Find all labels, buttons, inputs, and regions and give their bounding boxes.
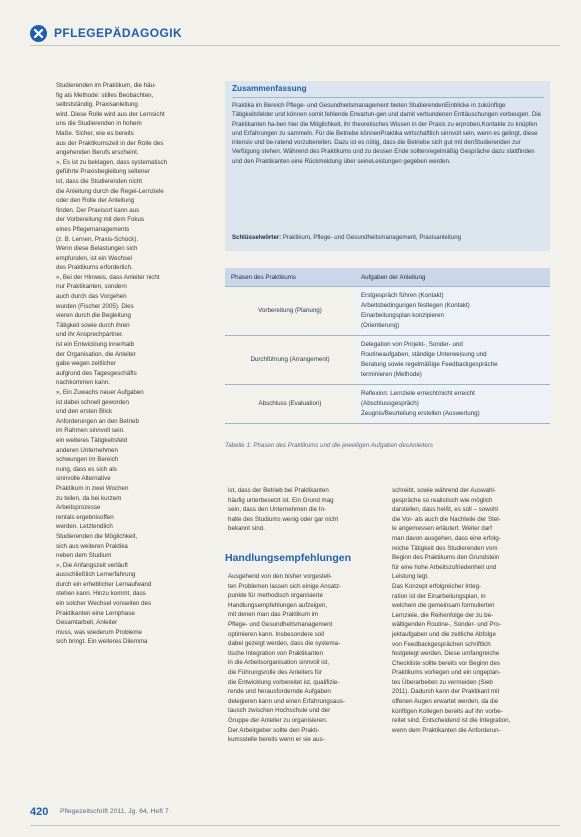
text-line: sein, dass den Unternehmen die In- (228, 506, 327, 514)
text-line: häufig unterbesetzt ist. Ein Grund mag (228, 496, 334, 504)
text-line: festgelegt werden. Diese umfangreiche (392, 650, 500, 658)
caption-line: Tabelle 1: Phasen des Praktikums und die jeweiligen Aufgaben des (225, 442, 409, 449)
text-line: Arbeitsprozesse (56, 504, 101, 512)
text-line: Praktikum in zwei Wochen (56, 484, 129, 492)
phase-cell: Durchführung (Arrangement) (225, 336, 355, 385)
text-line: ist, dass der Betrieb bei Praktikanten (228, 487, 329, 494)
text-line: Checkliste sollte bereits vor Beginn des (392, 659, 500, 667)
text-line: 2011). Dadurch kann der Praktikant mit (392, 688, 500, 696)
text-line: und ihr Ansprechpartner. (56, 331, 124, 339)
text-line: Lernziele, die Reihenfolge der zu be- (392, 611, 494, 619)
text-line: optimieren kann. Insbesondere soll (228, 630, 324, 638)
task-line: Zeugnis/Beurteilung erstellen (Auswertung) (361, 410, 480, 417)
summary-line: ratend vorzubereiten. Dazu ist es nötig, dass die Betriebe sich gut mit den (275, 139, 475, 147)
text-line: offenen Augen erwartet werden, da die (392, 698, 499, 706)
text-line: Wenn diese Belastungen sich (56, 245, 138, 253)
journal-citation: Pflegezeitschrift 2011, Jg. 64, Heft 7 (60, 808, 169, 815)
text-line: wältigenden Routine-, Sonder- und Pro- (392, 621, 502, 629)
text-line: empfunden, ist ein Wechsel (56, 254, 132, 262)
text-line: sinnvolle Alternative (56, 475, 111, 483)
table-header-phase: Phasen des Praktikums (225, 268, 355, 287)
text-line: der Organisation, die Anleiter (56, 350, 136, 358)
text-line: (z. B. Lernen, Praxis-Schock). (56, 235, 139, 243)
text-line: ist dabei schnell geworden (56, 398, 129, 406)
text-line: reiche Tätigkeit des Studierenden vom (392, 544, 498, 552)
section-heading: Handlungsempfehlungen (225, 552, 351, 564)
keywords: Praktikum, Pflege- und Gesundheitsmanagement, Praxisanleitung (282, 234, 461, 241)
text-line: ein solcher Wechsel vonseiten des (56, 600, 152, 608)
summary-title: Zusammenfassung (232, 84, 307, 93)
summary-line: Kontakte zu knüpfen und Erfahrungen zu sammeln. Für die Betriebe können (232, 120, 538, 137)
task-line: Beratung sowie regelmäßige Feedbackgespräche (361, 361, 498, 368)
tasks-cell (355, 385, 550, 424)
text-line: schreibt, sowie während der Auswahl- (392, 487, 496, 494)
text-line: in die Arbeitsorganisation sinnvoll ist, (228, 659, 330, 667)
task-line: Delegation von Projekt-, Sonder- und (361, 341, 463, 348)
text-line: le angemessen erläutert. Weiter darf (392, 525, 492, 533)
keywords-label: Schlüsselwörter: (232, 234, 282, 241)
text-line: die Vor- als auch die Nachteile der Stel- (392, 515, 501, 523)
tasks-cell (355, 287, 550, 336)
summary-text (232, 101, 544, 166)
text-line: man davon ausgehen, dass eine erfolg- (392, 534, 501, 542)
text-line: Handlungsempfehlungen aufzeigen, (228, 601, 328, 609)
task-line: Erstgespräch führen (Kontakt) (361, 292, 444, 299)
section-title: PFLEGEPÄDAGOGIK (54, 26, 183, 40)
text-line: selbstständig. Praxisanleitung (56, 101, 138, 109)
summary-rule (232, 97, 544, 98)
summary-line: Praktika wirtschaftlich sinnvoll sein, wenn es gelingt, diese intensiv und be- (232, 129, 538, 147)
task-line: Routineaufgaben, ständige Unterweisung und (361, 351, 487, 358)
table-row (225, 336, 550, 385)
table-row (225, 287, 550, 336)
text-line: rentals ergebnisoffen (56, 513, 114, 521)
text-line: », Bei der Hinweis, dass Anleiter nicht (56, 273, 160, 281)
text-line: durch ein erheblicher Lernaufwand (56, 580, 152, 588)
summary-line: Studierenden zur Verfügung stehen. Während des Praktikums und zu dessen Ende sollten (232, 139, 521, 156)
text-line: uns die Studierenden in hohem (56, 120, 142, 128)
summary-line: Einblicke in zukünftige Tätigkeitsfelder und können somit fehlende Erwartun- (232, 102, 506, 119)
text-line: wird. Diese Rolle wird aus der Lernsicht (56, 110, 165, 118)
text-line: dabei gezeigt werden, dass die systema- (228, 640, 341, 648)
text-line: Leistung legt. (392, 573, 429, 581)
text-line: wurden (Fischer 2005). Dies (56, 302, 134, 310)
summary-line: ben hier die Möglichkeit, ihr theoretisches Wissen in der Praxis zu erproben, (276, 120, 482, 128)
text-line: ten Problemen lassen sich einige Ansatz- (228, 582, 342, 590)
text-line: Der Arbeitgeber sollte den Prakti- (228, 726, 320, 734)
text-line: ein weiteres Tätigkeitsfeld (56, 436, 128, 444)
right-column-text (392, 486, 550, 735)
text-line: werden. Letztendlich (56, 523, 113, 531)
table-caption (225, 441, 550, 450)
text-line: Ausgehend von den bisher vorgestell- (228, 573, 332, 580)
text-line: », Ein Zuwachs neuer Aufgaben (56, 389, 144, 396)
task-line: (Abschlussgespräch) (361, 400, 419, 407)
text-line: Gruppe der Anleiter zu organisieren. (228, 716, 328, 724)
text-line: Tätigkeit sowie durch ihren (56, 321, 130, 329)
task-line: Arbeitsbedingungen festlegen (Kontakt) (361, 302, 470, 309)
text-line: Beginn des Praktikums den Grundstein (392, 554, 500, 562)
text-line: nachkommen kann. (56, 379, 110, 387)
text-line: geführte Praxisbegleitung seltener (56, 168, 150, 176)
summary-line: gen und damit verbundenen Enttäuschungen vorbeugen. Die Praktikanten ha- (232, 111, 541, 128)
text-line: finden. Der Praxisort kann aus (56, 206, 140, 214)
text-line: Maße. Sicher, wie es bereits (56, 129, 134, 137)
task-line: terminieren (Methode) (361, 371, 422, 378)
middle-column-text-2 (228, 572, 383, 745)
text-line: rende und herausfordernde Aufgaben (228, 688, 331, 696)
text-line: neben dem Studium (56, 552, 112, 560)
keywords-line (232, 234, 544, 241)
header-rule (30, 45, 560, 46)
text-line: ist ein Entwicklung innerhalb (56, 341, 135, 349)
text-line: stehen kann. Hinzu kommt, dass (56, 590, 146, 598)
text-line: Pflege- und Gesundheitsmanagement (228, 620, 333, 628)
text-line: und den ersten Blick (56, 408, 113, 416)
footer-rule (30, 825, 560, 826)
text-line: Studierenden die Möglichkeit, (56, 532, 138, 540)
text-line: ration ist der Einarbeitungsplan, in (392, 592, 486, 600)
text-line: anderen Unternehmen (56, 446, 118, 454)
text-line: aufgrund des Tagesgeschäfts (56, 369, 137, 377)
text-line: mit denen man das Praktikum im (228, 611, 319, 619)
text-line: eines Pflegemanagements (56, 225, 130, 233)
text-line: zu teilen, da bei kurzem (56, 494, 122, 502)
text-line: für eine hohe Arbeitszufriedenheit und (392, 563, 497, 571)
summary-line: Praktika im Bereich Pflege- und Gesundheitsmanagement bieten Studierenden (232, 102, 446, 109)
tasks-cell (355, 336, 550, 385)
text-line: wenn dem Praktikanten die Anforderun- (392, 726, 501, 734)
text-line: des Praktikums erforderlich. (56, 264, 133, 272)
section-logo-icon (30, 25, 47, 42)
text-line: welchem die gemeinsam formulierten (392, 602, 495, 610)
text-line: Praktikanten eine Lernphase (56, 609, 135, 617)
text-line: ausschließlich Lernerfahrung (56, 571, 136, 579)
middle-column-text (228, 486, 383, 534)
text-line: tes Überarbeiten zu vermeiden (Sieb (392, 678, 493, 686)
text-line: ist, dass die Studierenden nicht (56, 177, 142, 185)
text-line: tausch zwischen Hochschule und der (228, 707, 331, 715)
phase-cell: Abschluss (Evaluation) (225, 385, 355, 424)
text-line: halte des Studiums wenig oder gar nicht (228, 515, 339, 523)
text-line: gespräche so realistisch wie möglich (392, 496, 493, 504)
text-line: aus der Praktikumszeit in der Rolle des (56, 139, 164, 147)
text-line: die Führungsrolle des Anleiters für (228, 668, 322, 676)
text-line: », Es ist zu beklagen, dass systematisch (56, 158, 168, 166)
text-line: vieren durch die Begleitung (56, 312, 131, 320)
text-line: muss, was wiederum Probleme (56, 628, 142, 636)
text-line: sich bringt. Ein weiteres Dilemma (56, 638, 148, 646)
table-header-tasks: Aufgaben der Anleitung (355, 268, 550, 287)
task-line: Einarbeitungsplan konzipieren (361, 312, 444, 319)
text-line: kumsstelle bereits wenn er sie aus- (228, 736, 325, 744)
task-line: (Orientierung) (361, 322, 400, 329)
summary-line: Leistungen gegeben werden. (371, 157, 451, 165)
text-line: Gesamtarbeit, Anleiter (56, 619, 118, 627)
text-line: punkte für methodisch organisierte (228, 592, 323, 600)
text-line: Anforderungen an den Betrieb (56, 417, 139, 425)
text-line: nung, dass es sich als (56, 465, 117, 473)
text-line: bekannt sind. (228, 525, 265, 533)
summary-line: regelmäßig Gespräche dazu stattfinden und den Praktikanten eine Rückmeldung über seine (232, 148, 535, 165)
text-line: von Feedbackgesprächen schriftlich (392, 640, 491, 648)
text-line: die Entwicklung vorbereitet ist, qualifizie- (228, 678, 340, 686)
text-line: der Vorbereitung mit dem Fokus (56, 216, 145, 224)
phases-table (225, 268, 550, 424)
text-line: Praktikums vorliegen und ein ungeplan- (392, 669, 501, 677)
text-line: angehenden Berufs erscheint. (56, 149, 139, 157)
left-column-text (56, 81, 214, 647)
text-line: darstellen, dass heißt, es soll – sowohl (392, 506, 498, 514)
text-line: gabe wegen zeitlicher (56, 360, 116, 368)
text-line: », Die Anfangszeit verläuft (56, 561, 128, 569)
task-line: Reflexion: Lernziele erreicht/nicht erreicht (361, 390, 475, 397)
text-line: Das Konzept erfolgreicher Integ- (392, 582, 482, 590)
text-line: schwungen im Bereich (56, 456, 119, 464)
text-line: tische Integration von Praktikanten (228, 649, 323, 657)
text-line: jektaufgaben und die zeitliche Abfolge (392, 630, 496, 638)
text-line: nur Praktikanten, sondern (56, 283, 127, 291)
text-line: im Rahmen sinnvoll sein. (56, 427, 125, 435)
page-number: 420 (30, 806, 49, 818)
text-line: die Anleitung durch die Regel-Lernziele (56, 187, 164, 195)
text-line: Studierenden im Praktikum, die häu- (56, 82, 157, 89)
caption-line: Anleiters (408, 442, 433, 449)
text-line: oder den Rolle der Anleitung (56, 197, 135, 205)
text-line: auch durch das Vorgehen (56, 293, 127, 301)
table-row (225, 385, 550, 424)
text-line: künftigen Kollegen bereits auf ihn vorbe- (392, 707, 503, 715)
text-line: fig als Methode: stilles Beobachten, (56, 91, 154, 99)
text-line: reitet sind. Entscheidend ist die Integration, (392, 717, 511, 725)
phase-cell: Vorbereitung (Planung) (225, 287, 355, 336)
text-line: sich aus weiteren Praktika (56, 542, 128, 550)
text-line: delegieren kann und einen Erfahrungsaus- (228, 697, 345, 705)
